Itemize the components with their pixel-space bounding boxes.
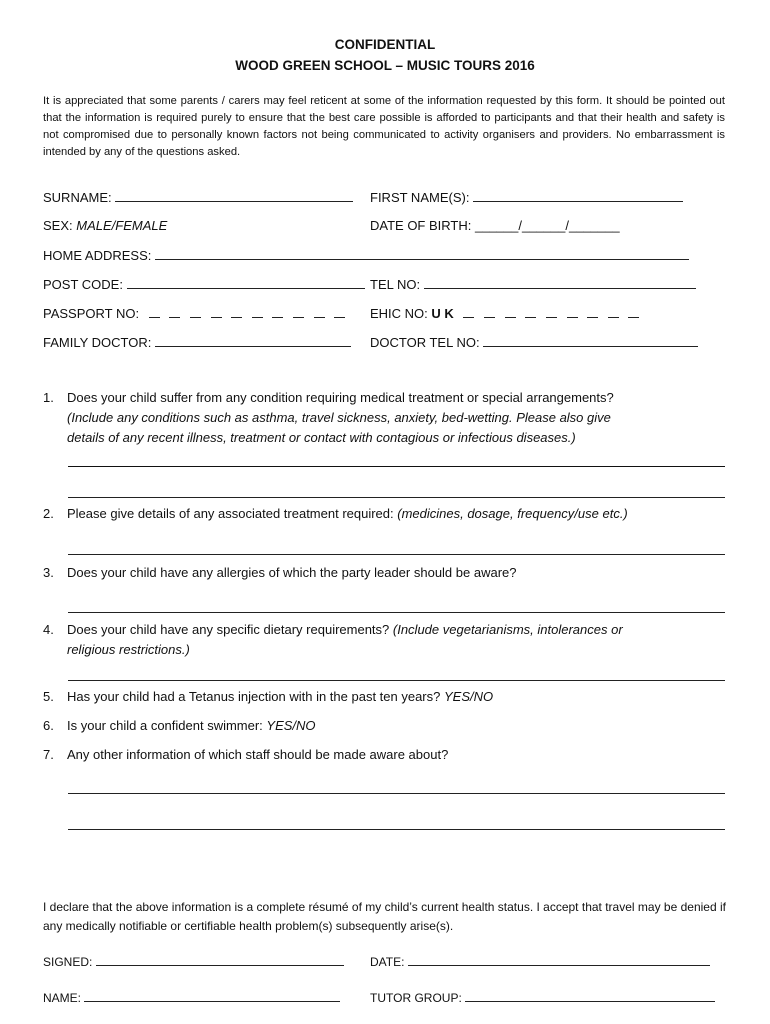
answer-line[interactable] [68,612,725,613]
passport-box[interactable] [334,305,345,318]
question-number: 2. [43,506,54,521]
surname-field[interactable] [43,189,353,205]
sex-options[interactable]: MALE/FEMALE [76,218,168,233]
answer-line[interactable] [68,497,725,498]
family-doctor-line[interactable] [155,334,351,347]
name-label: NAME: [43,991,82,1005]
ehic-prefix: U K [431,306,454,321]
question-7 [43,745,733,765]
tutor-group-field[interactable] [370,989,715,1005]
answer-line[interactable] [68,466,725,467]
question-hint: (medicines, dosage, frequency/use etc.) [397,506,628,521]
yes-no-options[interactable]: YES/NO [266,718,316,733]
question-2 [43,504,733,524]
first-names-line[interactable] [473,189,683,202]
ehic-box[interactable] [567,305,578,318]
passport-box[interactable] [231,305,242,318]
tel-no-field[interactable] [370,276,696,292]
signed-field[interactable] [43,953,344,969]
question-text: Does your child suffer from any condition requiring medical treatment or special arrangements? [67,390,614,405]
sex-label: SEX: [43,218,73,233]
question-text [67,620,623,640]
form-confidential-label: CONFIDENTIAL [334,37,436,52]
ehic-box[interactable] [463,305,474,318]
surname-line[interactable] [115,189,353,202]
date-label: DATE: [370,955,405,969]
tel-no-line[interactable] [424,276,696,289]
post-code-field[interactable] [43,276,365,292]
family-doctor-label: FAMILY DOCTOR: [43,335,152,350]
ehic-field[interactable] [370,305,639,321]
surname-label: SURNAME: [43,190,112,205]
passport-box[interactable] [314,305,325,318]
dob-pattern[interactable]: ______/______/_______ [474,218,620,233]
question-5 [43,687,733,707]
post-code-label: POST CODE: [43,277,123,292]
home-address-line[interactable] [155,247,689,260]
sex-field[interactable] [43,218,167,233]
question-6 [43,716,733,736]
passport-box[interactable] [169,305,180,318]
ehic-box[interactable] [608,305,619,318]
doctor-tel-line[interactable] [483,334,698,347]
intro-paragraph: It is appreciated that some parents / carers may feel reticent at some of the information requested by this form. It should be pointed out that the information is required purely to ensure that the best care possible is afforded to participants and that their health and safety is not compromised due to personally known factors not being communicated to activity organisers and providers. No embarrassment is intended by any of the questions asked. [43,95,725,158]
ehic-box[interactable] [525,305,536,318]
signed-label: SIGNED: [43,955,93,969]
home-address-field[interactable] [43,247,689,263]
answer-line[interactable] [68,829,725,830]
ehic-box[interactable] [546,305,557,318]
home-address-label: HOME ADDRESS: [43,248,152,263]
question-hint: (Include any conditions such as asthma, travel sickness, anxiety, bed-wetting. Please also give [67,410,611,425]
question-hint: (Include vegetarianisms, intolerances or [392,622,623,637]
question-text [67,716,316,736]
signed-line[interactable] [96,953,344,966]
question-text-main: Has your child had a Tetanus injection with in the past ten years? [67,689,444,704]
question-text-main: Is your child a confident swimmer: [67,718,267,733]
question-text: Any other information of which staff should be made aware about? [67,747,449,762]
ehic-box[interactable] [587,305,598,318]
question-number: 4. [43,622,54,637]
question-number: 1. [43,390,54,405]
question-text [67,687,493,707]
question-text [67,504,628,524]
first-names-label: FIRST NAME(S): [370,190,470,205]
dob-field[interactable] [370,218,620,233]
passport-box[interactable] [211,305,222,318]
answer-line[interactable] [68,680,725,681]
date-field[interactable] [370,953,710,969]
question-1 [43,388,733,448]
post-code-line[interactable] [127,276,365,289]
family-doctor-field[interactable] [43,334,351,350]
dob-label: DATE OF BIRTH: [370,218,472,233]
ehic-box[interactable] [505,305,516,318]
question-text-main: Please give details of any associated treatment required: [67,506,398,521]
question-number: 7. [43,747,54,762]
passport-box[interactable] [293,305,304,318]
question-3 [43,563,733,583]
answer-line[interactable] [68,554,725,555]
tel-no-label: TEL NO: [370,277,421,292]
question-hint: details of any recent illness, treatment or contact with contagious or infectious diseases.) [67,430,576,445]
date-line[interactable] [408,953,710,966]
name-line[interactable] [84,989,340,1002]
passport-box[interactable] [252,305,263,318]
question-number: 6. [43,718,54,733]
passport-label: PASSPORT NO: [43,306,140,321]
question-text-main: Does your child have any specific dietary requirements? [67,622,393,637]
passport-box[interactable] [272,305,283,318]
declaration-paragraph: I declare that the above information is a complete résumé of my child’s current health status. I accept that travel may be denied if any medically notifiable or certifiable health problem(s) subsequently arise(s). [43,900,726,933]
answer-line[interactable] [68,793,725,794]
name-field[interactable] [43,989,340,1005]
ehic-box[interactable] [484,305,495,318]
passport-box[interactable] [149,305,160,318]
passport-box[interactable] [190,305,201,318]
question-4 [43,620,733,660]
tutor-group-label: TUTOR GROUP: [370,991,462,1005]
doctor-tel-field[interactable] [370,334,698,350]
form-title: WOOD GREEN SCHOOL – MUSIC TOURS 2016 [235,58,535,73]
ehic-box[interactable] [628,305,639,318]
question-number: 5. [43,689,54,704]
first-names-field[interactable] [370,189,683,205]
question-text: Does your child have any allergies of which the party leader should be aware? [67,565,517,580]
doctor-tel-label: DOCTOR TEL NO: [370,335,480,350]
ehic-label: EHIC NO: [370,306,428,321]
tutor-group-line[interactable] [465,989,715,1002]
passport-field[interactable] [43,305,345,321]
question-number: 3. [43,565,54,580]
yes-no-options[interactable]: YES/NO [443,689,494,704]
question-hint: religious restrictions.) [67,642,190,657]
